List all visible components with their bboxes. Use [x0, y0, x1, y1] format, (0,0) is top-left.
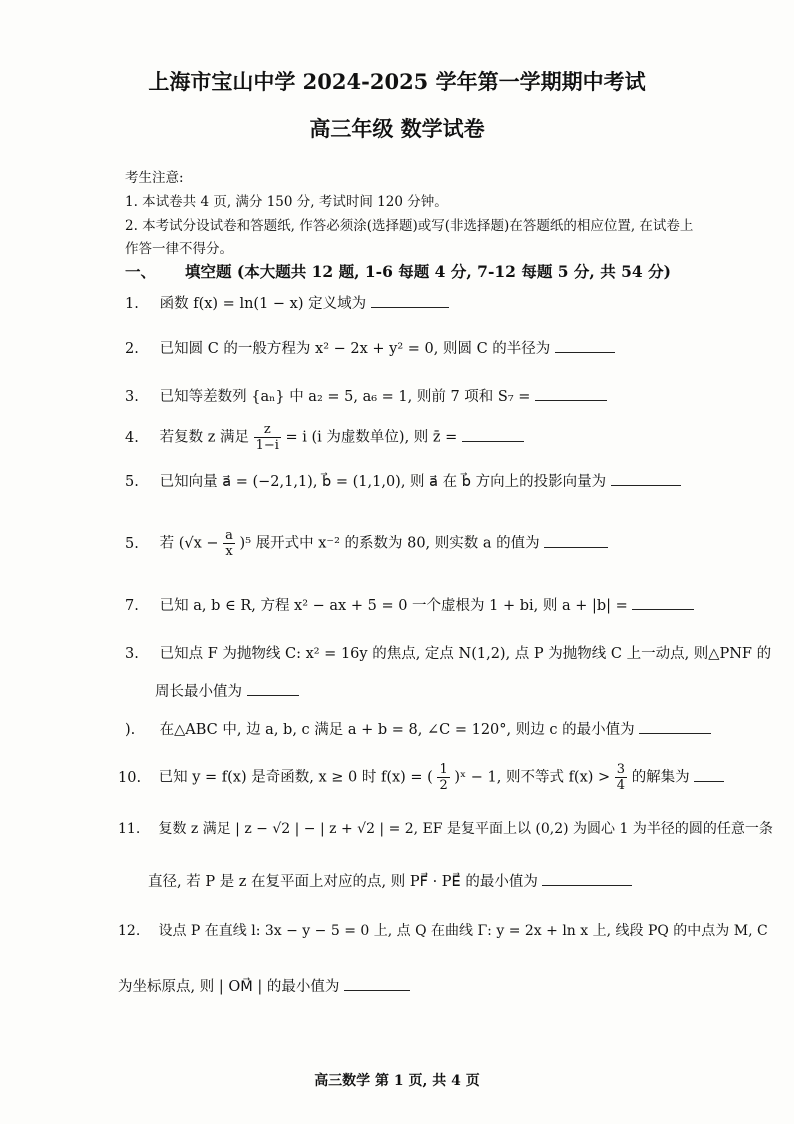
question-number: ).: [125, 722, 136, 738]
notice-line-1: 1. 本试卷共 4 页, 满分 150 分, 考试时间 120 分钟。: [125, 194, 448, 210]
answer-blank[interactable]: [632, 595, 694, 610]
answer-blank[interactable]: [639, 719, 711, 734]
question-text: 已知圆 C 的一般方程为 x² − 2x + y² = 0, 则圆 C 的半径为: [159, 341, 551, 357]
question-text-post: )⁵ 展开式中 x⁻² 的系数为 80, 则实数 a 的值为: [239, 535, 540, 552]
question-2: [125, 337, 615, 358]
notice-line-2: 2. 本考试分设试卷和答题纸, 作答必须涂(选择题)或写(非选择题)在答题纸的相应位置, 在试卷上: [125, 218, 694, 234]
question-3: [125, 385, 607, 406]
answer-blank[interactable]: [535, 386, 607, 401]
question-11-continued: [148, 870, 632, 891]
question-text-pre: 若 (√x −: [159, 535, 219, 552]
answer-blank[interactable]: [555, 338, 615, 353]
question-text-cont: 周长最小值为: [155, 684, 242, 700]
fraction-denominator: 4: [616, 778, 626, 793]
page-footer: 高三数学 第 1 页, 共 4 页: [314, 1073, 480, 1089]
fraction-numerator: 1: [439, 762, 448, 777]
answer-blank[interactable]: [544, 533, 608, 548]
question-text-mid: )ˣ − 1, 则不等式 f(x) >: [454, 769, 611, 786]
question-text: 已知向量 a⃗ = (−2,1,1), b⃗ = (1,1,0), 则 a⃗ 在 b⃗ 方向上的投影向量为: [159, 474, 607, 490]
answer-blank[interactable]: [462, 427, 524, 442]
question-6: [125, 528, 608, 559]
question-1: [125, 292, 449, 313]
question-9: [125, 718, 711, 739]
question-number: 11.: [118, 821, 141, 837]
fraction-numerator: a: [225, 528, 233, 543]
section-title: 填空题 (本大题共 12 题, 1-6 每题 4 分, 7-12 每题 5 分, 共 54 分): [185, 262, 671, 281]
question-number: 5.: [125, 535, 139, 552]
question-text: 在△ABC 中, 边 a, b, c 满足 a + b = 8, ∠C = 120°, 则边 c 的最小值为: [159, 722, 635, 738]
answer-blank[interactable]: [371, 293, 449, 308]
question-4: [125, 422, 524, 453]
fraction-denominator: 1−i: [255, 438, 279, 453]
question-text-post: = i (i 为虚数单位), 则 z̄ =: [285, 429, 458, 446]
question-text: 设点 P 在直线 l: 3x − y − 5 = 0 上, 点 Q 在曲线 Γ: y = 2x + ln x 上, 线段 PQ 的中点为 M, C: [158, 923, 768, 939]
question-12: [118, 920, 768, 940]
question-text: 复数 z 满足 | z − √2 | − | z + √2 | = 2, EF 是复平面上以 (0,2) 为圆心 1 为半径的圆的任意一条: [158, 821, 773, 837]
fraction-denominator: 2: [439, 778, 448, 793]
fraction: [437, 762, 449, 793]
question-number: 12.: [118, 923, 141, 939]
question-text: 函数 f(x) = ln(1 − x) 定义域为: [159, 296, 367, 312]
notice-line-3: 作答一律不得分。: [125, 241, 233, 257]
question-number: 2.: [125, 341, 139, 357]
fraction-numerator: 3: [616, 762, 626, 777]
answer-blank[interactable]: [694, 767, 724, 782]
question-8: [125, 642, 771, 663]
answer-blank[interactable]: [344, 976, 410, 991]
question-7: [125, 594, 694, 615]
exam-subtitle: 高三年级 数学试卷: [309, 116, 485, 141]
question-number: 1.: [125, 296, 139, 312]
fraction: [223, 528, 235, 559]
answer-blank[interactable]: [542, 871, 632, 886]
question-number: 5.: [125, 474, 139, 490]
fraction-denominator: x: [225, 544, 233, 559]
question-10: [118, 762, 724, 793]
question-5: [125, 470, 681, 491]
question-number: 3.: [125, 646, 139, 662]
question-text: 已知等差数列 {aₙ} 中 a₂ = 5, a₆ = 1, 则前 7 项和 S₇ =: [159, 389, 531, 405]
question-text: 已知 a, b ∈ R, 方程 x² − ax + 5 = 0 一个虚根为 1 + bi, 则 a + |b| =: [159, 598, 628, 614]
question-text-cont: 直径, 若 P 是 z 在复平面上对应的点, 则 PF⃗ · PE⃗ 的最小值为: [148, 874, 538, 890]
question-text-post: 的解集为: [631, 769, 690, 786]
question-12-continued: [118, 975, 410, 996]
fraction: [615, 762, 627, 793]
section-label: 一、: [125, 262, 157, 281]
question-text-pre: 若复数 z 满足: [159, 429, 249, 446]
question-number: 3.: [125, 389, 139, 405]
question-11: [118, 818, 773, 838]
question-number: 4.: [125, 429, 139, 446]
fraction: [254, 422, 281, 453]
question-text: 已知点 F 为抛物线 C: x² = 16y 的焦点, 定点 N(1,2), 点 P 为抛物线 C 上一动点, 则△PNF 的: [159, 646, 772, 662]
question-number: 7.: [125, 598, 139, 614]
question-8-continued: [155, 680, 299, 701]
question-text-cont: 为坐标原点, 则 | OM⃗ | 的最小值为: [118, 979, 340, 995]
exam-title: 上海市宝山中学 2024-2025 学年第一学期期中考试: [148, 69, 646, 94]
notice-heading: 考生注意:: [125, 170, 184, 186]
answer-blank[interactable]: [247, 681, 299, 696]
answer-blank[interactable]: [611, 471, 681, 486]
fraction-numerator: z: [254, 422, 281, 438]
question-text-pre: 已知 y = f(x) 是奇函数, x ≥ 0 时 f(x) = (: [158, 769, 433, 786]
question-number: 10.: [118, 769, 142, 786]
